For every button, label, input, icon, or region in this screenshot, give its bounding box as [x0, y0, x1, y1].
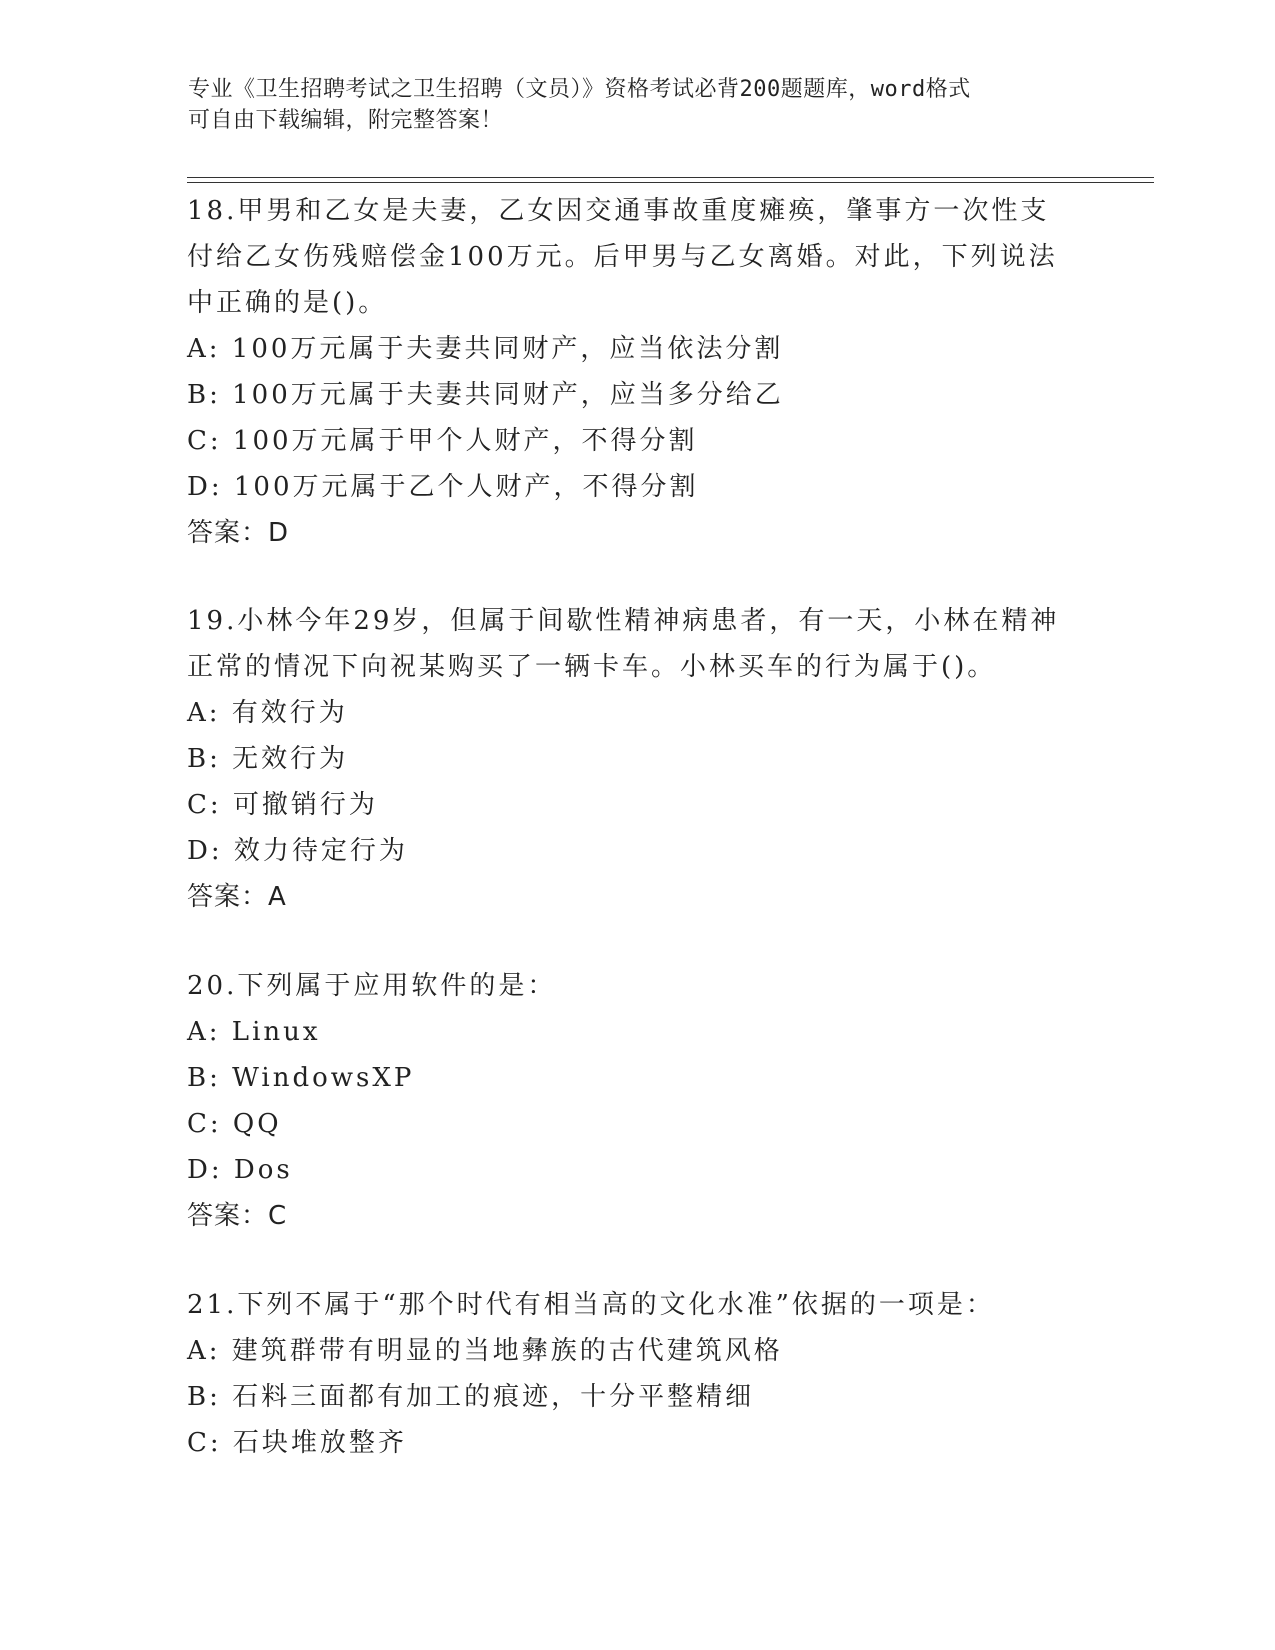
question-stem: 18.甲男和乙女是夫妻，乙女因交通事故重度瘫痪，肇事方一次性支付给乙女伤残赔偿金100万元。后甲男与乙女离婚。对此，下列说法中正确的是()。: [187, 196, 1058, 318]
option-c: C: QQ: [187, 1109, 282, 1139]
option-a: A: 有效行为: [187, 698, 348, 728]
question-21: [187, 1282, 1077, 1466]
option-b: B: 无效行为: [187, 744, 349, 774]
question-stem: 20.下列属于应用软件的是：: [187, 971, 557, 1001]
option-c: C: 石块堆放整齐: [187, 1428, 407, 1458]
question-19: [187, 598, 1077, 920]
option-b: B: 石料三面都有加工的痕迹，十分平整精细: [187, 1382, 755, 1412]
document-header: [188, 74, 1068, 136]
option-c: C: 100万元属于甲个人财产，不得分割: [187, 426, 698, 456]
option-b: B: 100万元属于夫妻共同财产，应当多分给乙: [187, 380, 784, 410]
header-divider-bottom: [187, 182, 1154, 183]
question-stem: 19.小林今年29岁，但属于间歇性精神病患者，有一天，小林在精神正常的情况下向祝某购买了一辆卡车。小林买车的行为属于()。: [187, 606, 1060, 682]
header-line-1: 专业《卫生招聘考试之卫生招聘（文员）》资格考试必背200题题库，word格式: [188, 77, 971, 102]
header-line-2: 可自由下载编辑，附完整答案！: [188, 108, 504, 133]
answer-label: 答案：D: [187, 518, 290, 548]
answer-label: 答案：C: [187, 1201, 288, 1231]
header-divider-top: [187, 177, 1154, 178]
option-c: C: 可撤销行为: [187, 790, 378, 820]
option-a: A: 100万元属于夫妻共同财产，应当依法分割: [187, 334, 784, 364]
option-d: D: 100万元属于乙个人财产，不得分割: [187, 472, 699, 502]
option-d: D: Dos: [187, 1155, 293, 1185]
option-d: D: 效力待定行为: [187, 836, 408, 866]
answer-label: 答案：A: [187, 882, 287, 912]
option-b: B: WindowsXP: [187, 1063, 415, 1093]
question-18: [187, 188, 1077, 556]
question-stem: 21.下列不属于“那个时代有相当高的文化水准”依据的一项是：: [187, 1290, 995, 1320]
question-20: [187, 963, 1077, 1239]
option-a: A: 建筑群带有明显的当地彝族的古代建筑风格: [187, 1336, 783, 1366]
option-a: A: Linux: [187, 1017, 321, 1047]
